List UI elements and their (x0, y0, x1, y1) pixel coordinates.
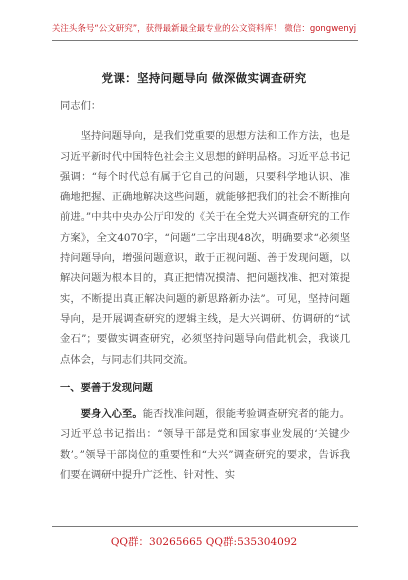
footer-qq-note: QQ群：30265665 QQ群:535304092 (110, 536, 298, 548)
footer-divider (52, 526, 358, 527)
section-heading: 一、要善于发现问题 (60, 381, 153, 394)
salutation: 同志们： (60, 100, 102, 112)
document-title: 党课：坚持问题导向 做深做实调查研究 (101, 71, 307, 85)
body-paragraph: 坚持问题导向，是我们党重要的思想方法和工作方法，也是习近平新时代中国特色社会主义思想的鲜明品格。习近平总书记强调：“每个时代总有属于它自己的问题，只要科学地认识、准确地把握、正确地解决这些问题，就能够把我们的社会不断推向前进。”中共中央办公厅印发的《关于在全党大兴调查研究的工作方案》，全文4070字，“问题”二字出现48次，明确要求“必须坚持问题导向，增强问题意识，敢于正视问题、善于发现问题，以解决问题为根本目的，真正把情况摸清、把问题找准、把对策提实，不断提出真正解决问题的新思路新办法”。可见，坚持问题导向，是开展调查研究的逻辑主线，是大兴调研、仿调研的“试金石”；要做实调查研究，必须坚持问题导向借此机会，我谈几点体会，与同志们共同交流。 (60, 130, 350, 366)
section-lead: 要身入心至。 (80, 408, 143, 421)
document-body (60, 96, 350, 485)
header-divider (52, 40, 358, 41)
header-promo-note: 关注头条号“公文研究”，获得最新最全最专业的公文资料库！ 微信：gongwenyj (51, 24, 357, 34)
section-paragraph (60, 404, 350, 485)
section-text: 能否找准问题，很能考验调查研究者的能力。习近平总书记指出：“领导干部是党和国家事业发展的‘关键少数’。”领导干部岗位的重要性和“大兴”调查研究的要求，告诉我们要在调研中提升广泛性、针对性、实 (60, 408, 351, 482)
